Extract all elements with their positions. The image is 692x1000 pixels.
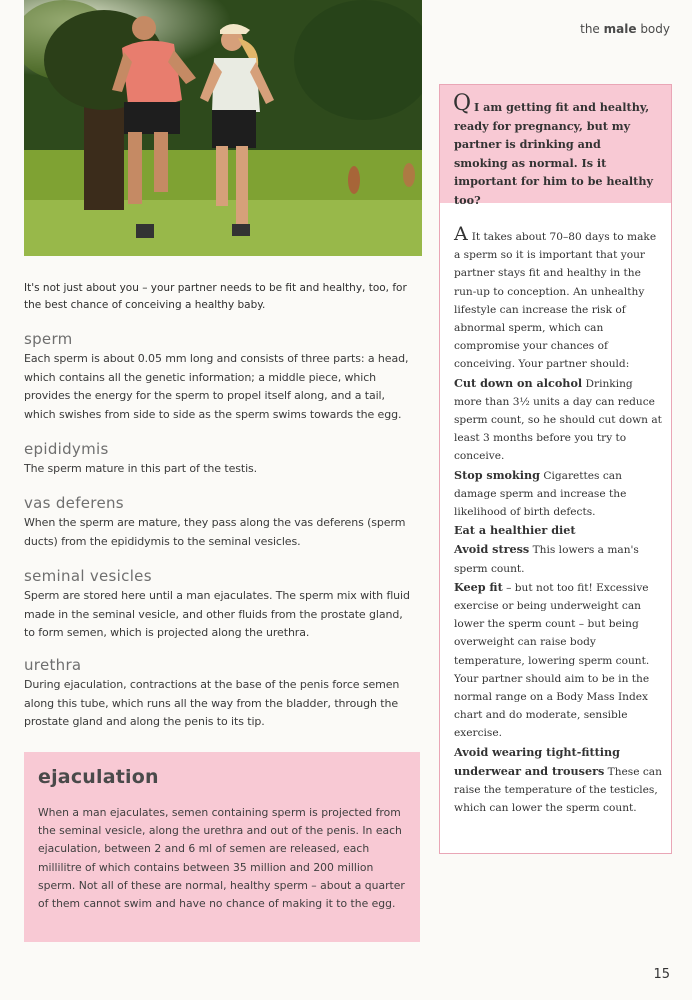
a-letter: A: [454, 223, 468, 245]
tip-text: Drinking more than 3½ units a day can reduce sperm count, so he should cut down at least 3 months before you try to conceive.: [454, 377, 662, 463]
ejaculation-body: When a man ejaculates, semen containing sperm is projected from the seminal vesicle, along the urethra and out of the penis. In each ejaculation, between 2 and 6 ml of semen are released, each millilitre of which contains between 35 million and 200 million sperm. Not all of these are normal, healthy sperm – about a quarter of them cannot swim and have no chance of making it to the egg.: [38, 806, 405, 911]
running-head-suffix: body: [636, 22, 670, 36]
tip-title: Stop smoking: [454, 467, 540, 482]
running-head-bold: male: [603, 22, 637, 36]
tip-title: Avoid wearing tight-fitting underwear and trousers: [454, 744, 621, 778]
section-body: The sperm mature in this part of the testis.: [24, 462, 258, 475]
section-heading: seminal vesicles: [24, 567, 152, 585]
answer-intro: It takes about 70–80 days to make a sperm so it is important that your partner stays fit and healthy in the run-up to conception. An unhealthy lifestyle can increase the risk of abnormal sperm, which can compromise your chances of conceiving. Your partner should:: [454, 231, 657, 371]
joggers-photo-icon: [24, 0, 422, 256]
ejaculation-box: [24, 752, 420, 942]
photo-caption: It's not just about you – your partner needs to be fit and healthy, too, for the best chance of conceiving a healthy baby.: [24, 282, 407, 311]
tip-title: Keep fit: [454, 579, 503, 594]
section-body: During ejaculation, contractions at the base of the penis force semen along this tube, which runs all the way from the bladder, through the prostate gland and along the penis to its tip.: [24, 678, 400, 728]
running-head-prefix: the: [580, 22, 604, 36]
tip-title: Cut down on alcohol: [454, 375, 583, 390]
joggers-photo: [24, 0, 422, 256]
question-box: [440, 85, 671, 207]
page-number: 15: [653, 967, 670, 982]
section-heading: urethra: [24, 656, 82, 674]
qa-panel: [439, 84, 672, 854]
answer-text: [454, 225, 662, 818]
tip-title: Avoid stress: [454, 542, 530, 557]
section-heading: sperm: [24, 330, 73, 348]
section-sperm: [24, 330, 416, 424]
section-seminal-vesicles: [24, 567, 416, 643]
question-text: I am getting fit and healthy, ready for pregnancy, but my partner is drinking and smoking as normal. Is it important for him to be healthy too?: [454, 100, 653, 207]
section-body: Sperm are stored here until a man ejaculates. The sperm mix with fluid made in the seminal vesicle, and other fluids from the prostate gland, to form semen, which is projected along the urethra.: [24, 589, 410, 639]
tip-title: Eat a healthier diet: [454, 523, 576, 538]
ejaculation-title: ejaculation: [38, 766, 159, 788]
section-epididymis: [24, 440, 416, 479]
tip-text: Cigarettes can damage sperm and increase the likelihood of birth defects.: [454, 469, 627, 519]
section-heading: epididymis: [24, 440, 109, 458]
running-head: [580, 22, 670, 36]
q-letter: Q: [453, 91, 472, 116]
tip-text: – but not too fit! Excessive exercise or being underweight can lower the sperm count – but being overweight can raise body temperature, lowering sperm count. Your partner should aim to be in the normal range on a Body Mass Index chart and do moderate, sensible exercise.: [454, 581, 650, 740]
section-heading: vas deferens: [24, 494, 124, 512]
section-body: Each sperm is about 0.05 mm long and consists of three parts: a head, which contains all the genetic information; a middle piece, which provides the energy for the sperm to propel itself along, and a tail, which swishes from side to side as the sperm swims towards the egg.: [24, 352, 409, 421]
tip-text: These can raise the temperature of the testicles, which can lower the sperm count.: [454, 765, 662, 815]
section-body: When the sperm are mature, they pass along the vas deferens (sperm ducts) from the epididymis to the seminal vesicles.: [24, 516, 406, 548]
section-urethra: [24, 656, 416, 732]
tip-text: This lowers a man's sperm count.: [454, 544, 639, 575]
section-vas-deferens: [24, 494, 416, 551]
